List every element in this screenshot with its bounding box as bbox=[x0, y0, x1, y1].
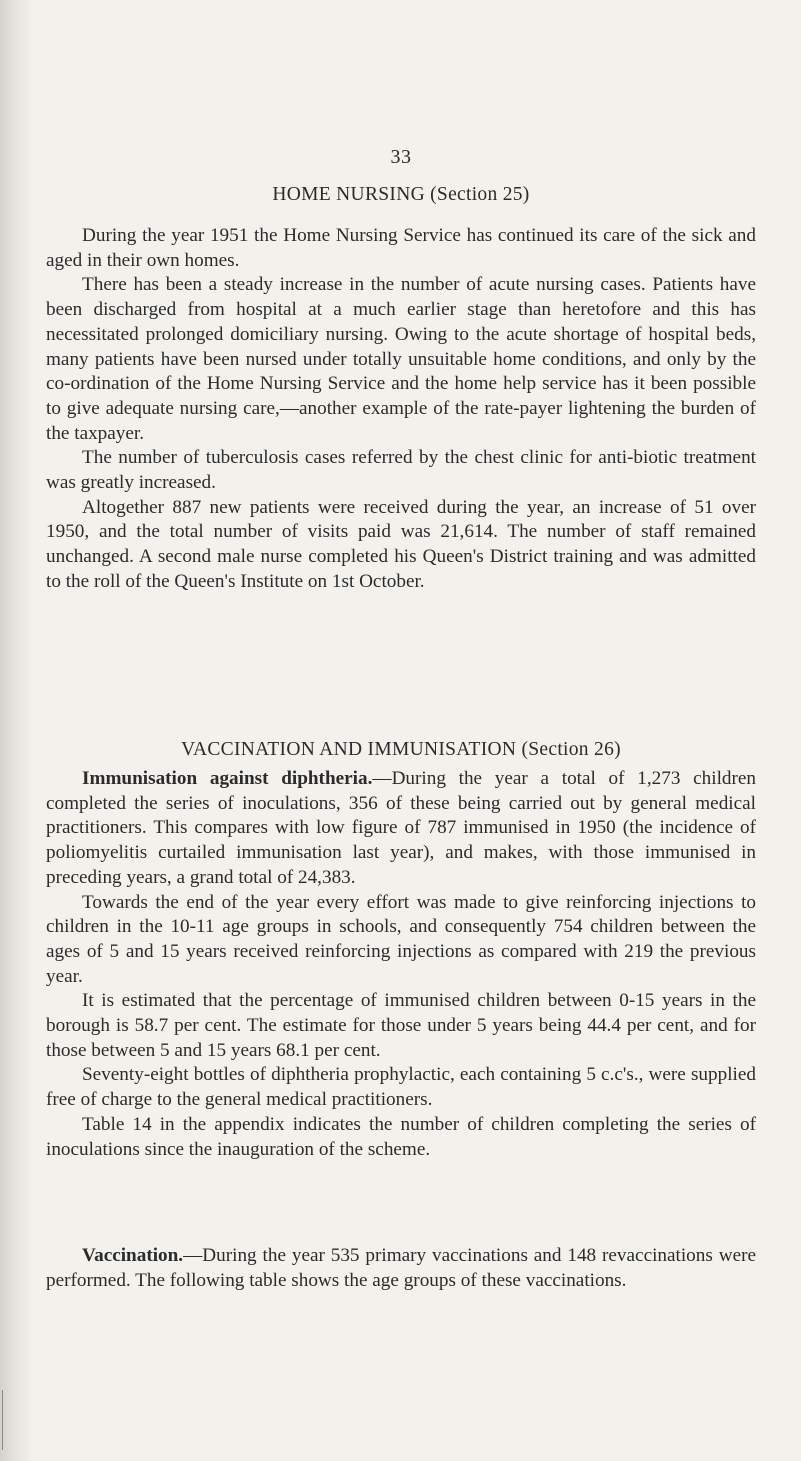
paragraph-text: —During the year 535 primary vaccinations and 148 revaccinations were performed. The following table shows the age groups of these vaccinations. bbox=[46, 1245, 756, 1291]
section-heading-home-nursing: HOME NURSING (Section 25) bbox=[272, 184, 530, 205]
paragraph bbox=[46, 767, 756, 891]
paragraph: Towards the end of the year every effort was made to give reinforcing injections to children in the 10-11 age groups in schools, and consequently 754 children between the ages of 5 and 15 years received reinforcing injections as compared with 219 the previous year. bbox=[46, 891, 756, 987]
paragraph: There has been a steady increase in the number of acute nursing cases. Patients have been discharged from hospital at a much earlier stage than heretofore and this has necessitated prolonged domiciliary nursing. Owing to the acute shortage of hospital beds, many patients have been nursed under totally unsuitable home conditions, and only by the co-ordination of the Home Nursing Service and the home help service has it been possible to give adequate nursing care,—another example of the rate-payer lightening the burden of the taxpayer. bbox=[46, 274, 756, 444]
section-heading-vaccination: VACCINATION AND IMMUNISATION (Section 26) bbox=[181, 739, 621, 760]
paragraph-text: —During the year a total of 1,273 children completed the series of inoculations, 356 of these being carried out by general medical practitioners. This compares with low figure of 787 immunised in 1950 (the incidence of poliomyelitis curtailed immunisation last year), and makes, with those immunised in preceding years, a grand total of 24,383. bbox=[46, 768, 756, 888]
page-edge-line bbox=[2, 1390, 3, 1450]
paragraph: Altogether 887 new patients were received during the year, an increase of 51 over 1950, and the total number of visits paid was 21,614. The number of staff remained unchanged. A second male nurse completed his Queen's District training and was admitted to the roll of the Queen's Institute on 1st October. bbox=[46, 496, 756, 592]
paragraph: It is estimated that the percentage of immunised children between 0-15 years in the borough is 58.7 per cent. The estimate for those under 5 years being 44.4 per cent, and for those between 5 and 15 years 68.1 per cent. bbox=[46, 990, 756, 1061]
home-nursing-body bbox=[46, 224, 756, 595]
paragraph bbox=[46, 1244, 756, 1293]
run-in-heading-immunisation: Immunisation against diphtheria. bbox=[82, 768, 373, 789]
vaccination-body bbox=[46, 1244, 756, 1293]
run-in-heading-vaccination: Vaccination. bbox=[82, 1245, 184, 1266]
paragraph: During the year 1951 the Home Nursing Service has continued its care of the sick and aged in their own homes. bbox=[46, 225, 756, 271]
page-number: 33 bbox=[390, 146, 412, 168]
paragraph: The number of tuberculosis cases referred by the chest clinic for anti-biotic treatment was greatly increased. bbox=[46, 447, 756, 494]
paragraph: Table 14 in the appendix indicates the number of children completing the series of inoculations since the inauguration of the scheme. bbox=[46, 1113, 756, 1160]
page-edge-shadow bbox=[0, 0, 34, 1461]
paragraph: Seventy-eight bottles of diphtheria prophylactic, each containing 5 c.c's., were supplied free of charge to the general medical practitioners. bbox=[46, 1064, 756, 1111]
immunisation-body bbox=[46, 767, 756, 1162]
